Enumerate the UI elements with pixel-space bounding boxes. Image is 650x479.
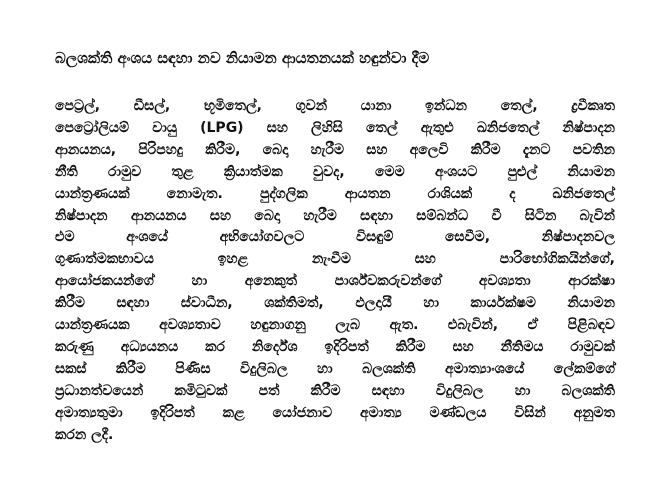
- body-line: කිරීම සඳහා ස්වාධීන, ශක්තිමත්, ඵලදායී හා කාර්යක්ෂම නියාමන: [55, 295, 615, 312]
- body-line: යාන්ත්‍රණයක් නොමැත. පුද්ගලික ආයතන රාශියක් ද ඛනිජතෙල්: [55, 185, 615, 202]
- body-line: ආනයනය, පිරිපහදු කිරීම, බෙදා හැරීම සහ අලෙවි කිරීම දැනට පවතින: [55, 141, 615, 158]
- body-line: නීති රාමුව තුළ ක්‍රියාත්මක වුවද, මෙම අංශයට පුළුල් නියාමන: [55, 163, 615, 180]
- body-line: ආයෝජකයන්ගේ හා අනෙකුත් පාර්ශ්වකරුවන්ගේ අවශ්‍යතා ආරක්ෂා: [55, 273, 615, 290]
- body-line: යාන්ත්‍රණයක අවශ්‍යතාව හඳුනාගනු ලැබ ඇත. එබැවින්, ඒ පිළිබඳව: [55, 317, 615, 334]
- body-line: පෙට්‍රෝලියම් වායු (LPG) සහ ලිහිසි තෙල් ඇතුළු ඛනිජතෙල් නිෂ්පාදන: [55, 119, 615, 136]
- body-line: එම අංශයේ අභියෝගවලට විසඳුම් සෙවීම, නිෂ්පාදනවල: [55, 229, 615, 246]
- body-line: අමාත්‍යතුමා ඉදිරිපත් කළ යෝජනාව අමාත්‍ය මණ්ඩලය විසින් අනුමත: [55, 404, 615, 421]
- body-line: නිෂ්පාදන ආනයනය සහ බෙදා හැරීම සඳහා සම්බන්ධ වී සිටින බැවින්: [55, 207, 615, 224]
- body-line: කරන ලදී.: [55, 426, 114, 443]
- document-body: [55, 96, 615, 447]
- body-line: පෙට්‍රල්, ඩීසල්, භූමිතෙල්, ගුවන් යානා ඉන්ධන තෙල්, ද්‍රවීකෘත: [55, 98, 615, 114]
- body-line: සකස් කිරීම පිණිස විදුලිබල හා බලශක්ති අමාත්‍යාංශයේ ලේකම්ගේ: [55, 360, 615, 377]
- body-line: ගුණාත්මකභාවය ඉහළ නැංවීම සහ පාරිභෝගිකයින්ගේ,: [55, 251, 615, 268]
- body-line: කරුණු අධ්‍යයනය කර නිර්දේශ ඉදිරිපත් කිරීම සහ නීතිමය රාමුවක්: [55, 338, 615, 355]
- document-title: බලශක්ති අංශය සඳහා නව නියාමන ආයතනයක් හඳුන්වා දීම: [55, 49, 430, 67]
- body-line: ප්‍රධානත්වයෙන් කමිටුවක් පත් කිරීම සඳහා විදුලිබල හා බලශක්ති: [55, 382, 615, 399]
